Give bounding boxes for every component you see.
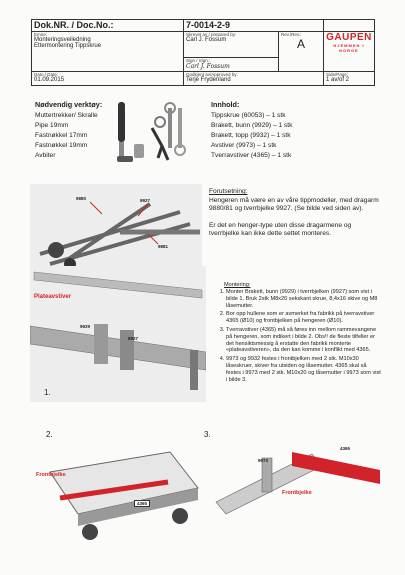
approved-value: Terje Frydenland [186, 77, 231, 83]
document-header [31, 19, 375, 86]
prerequisite-section [209, 188, 379, 239]
subject-label: Emne: [34, 32, 48, 37]
tool-item: Pipe 19mm [35, 122, 69, 129]
mounting-step: 4. 9973 og 9932 festes i frontbjelken med 2 stk. M10x30 låseskruer, skiver fra utsiden og låsemutter. 4365 skal så festes i 9973 med 2 stk. M10x20 og låsemutter i 9973 som vist i bilde 3. [226, 356, 382, 383]
fig3-label-4365: 4365 [340, 446, 351, 451]
rev-value: A [296, 37, 305, 51]
fig3-label-9973: 9973 [258, 458, 269, 463]
tool-item: Muttertrekker/ Skralle [35, 112, 98, 119]
fig1-label-9929: 9929 [80, 324, 91, 329]
page-label: Side/Page: [326, 72, 349, 77]
page-value: 1 av/of 2 [326, 77, 350, 83]
content-item: Avstiver (9973) – 1 stk [211, 142, 277, 149]
gaupen-logo: GAUPEN HJEMMEN I NORGE [326, 32, 372, 53]
fig1-label-9927: 9927 [128, 336, 139, 341]
label-9881: 9881 [158, 244, 169, 249]
prereq-text-1: Hengeren må være en av våre tippmodeller, med dragarm 9880/81 og tverrbjelke 9927. (Se bilde ved siden av). [209, 196, 379, 213]
mounting-step: 1. Monter Brakett, bunn (9929) i tverrbjelken (9927) som vist i bilde 1. Bruk 2stk M8x20 sekskant skrue, 8,4x16 skive og M8 låsemutter. [226, 289, 382, 309]
content-item: Brakett, topp (9932) – 1 stk [211, 132, 291, 139]
label-9927: 9927 [140, 198, 151, 203]
content-item: Tverravstiver (4365) – 1 stk [211, 152, 292, 159]
prereq-text-2: Er det en henger-type uten disse dragarmene og tverrbjelke kan ikke dette settet monteres. [209, 221, 352, 238]
fig2-frontbjelke: Frontbjelke [36, 472, 66, 478]
approved-label: Godkjent av/Approved by: [186, 72, 238, 77]
date-value: 01.09.2015 [34, 77, 65, 83]
tool-item: Avbiter [35, 152, 56, 159]
content-item: Tippskrue (60053) – 1 stk [211, 112, 286, 119]
mounting-step: 2. Bor opp hullene som er avmerket fra fabrikk på tverravstiver 4365 (Ø10) og frontbjelken på hengeren (Ø10). [226, 311, 382, 325]
written-value: Carl J. Fossum [186, 37, 227, 43]
label-9880: 9880 [76, 196, 87, 201]
tools-illustration [112, 98, 192, 173]
fig1-title: Plateavstiver [34, 294, 72, 300]
fig3-frontbjelke: Frontbjelke [282, 490, 312, 496]
subject-line-2: Ettermontering Tippskrue [34, 43, 102, 49]
signature: Carl J. Fossum [186, 63, 230, 70]
tool-item: Fastnøkkel 17mm [35, 132, 88, 139]
figure-3 [202, 428, 382, 546]
content-item: Brakett, bunn (9929) – 1 stk [211, 122, 293, 129]
written-label: Skrevet av / prepared by: [186, 32, 237, 37]
fig2-number: 2. [46, 430, 53, 439]
doc-number-label: Dok.NR. / Doc.No.: [34, 20, 114, 30]
tools-heading: Nødvendig verktøy: [35, 100, 103, 109]
figure-1 [30, 266, 206, 402]
fig3-number: 3. [204, 430, 211, 439]
date-label: Dato / Date: [34, 72, 59, 77]
prereq-heading: Forutsetning: [209, 188, 248, 195]
tool-item: Fastnøkkel 19mm [35, 142, 88, 149]
drawbar-figure [30, 184, 202, 274]
subject-line-1: Monteringsveiledning [34, 37, 91, 43]
mounting-section [214, 282, 382, 385]
contents-section [211, 100, 361, 161]
mounting-heading: Montering: [224, 282, 251, 288]
mounting-step: 3. Tverravstiver (4365) må så føres inn mellom rammevangene på hengeren, som indikert i bilde 2. Obs!! de fleste tilfeller er det hensiktsmessig å erstatte den fabrikk monterte «plateavstiveren», da den kan komme i konflikt med 4365. [226, 327, 382, 354]
doc-number: 7-0014-2-9 [186, 20, 231, 30]
fig2-label-4365: 4365 [134, 500, 150, 507]
figure-2 [30, 428, 200, 546]
sign-label: Sign / Sign.: [186, 58, 211, 63]
rev-label: Rev./Rev.: [281, 32, 302, 37]
fig1-number: 1. [44, 388, 51, 397]
contents-heading: Innhold: [211, 100, 240, 109]
